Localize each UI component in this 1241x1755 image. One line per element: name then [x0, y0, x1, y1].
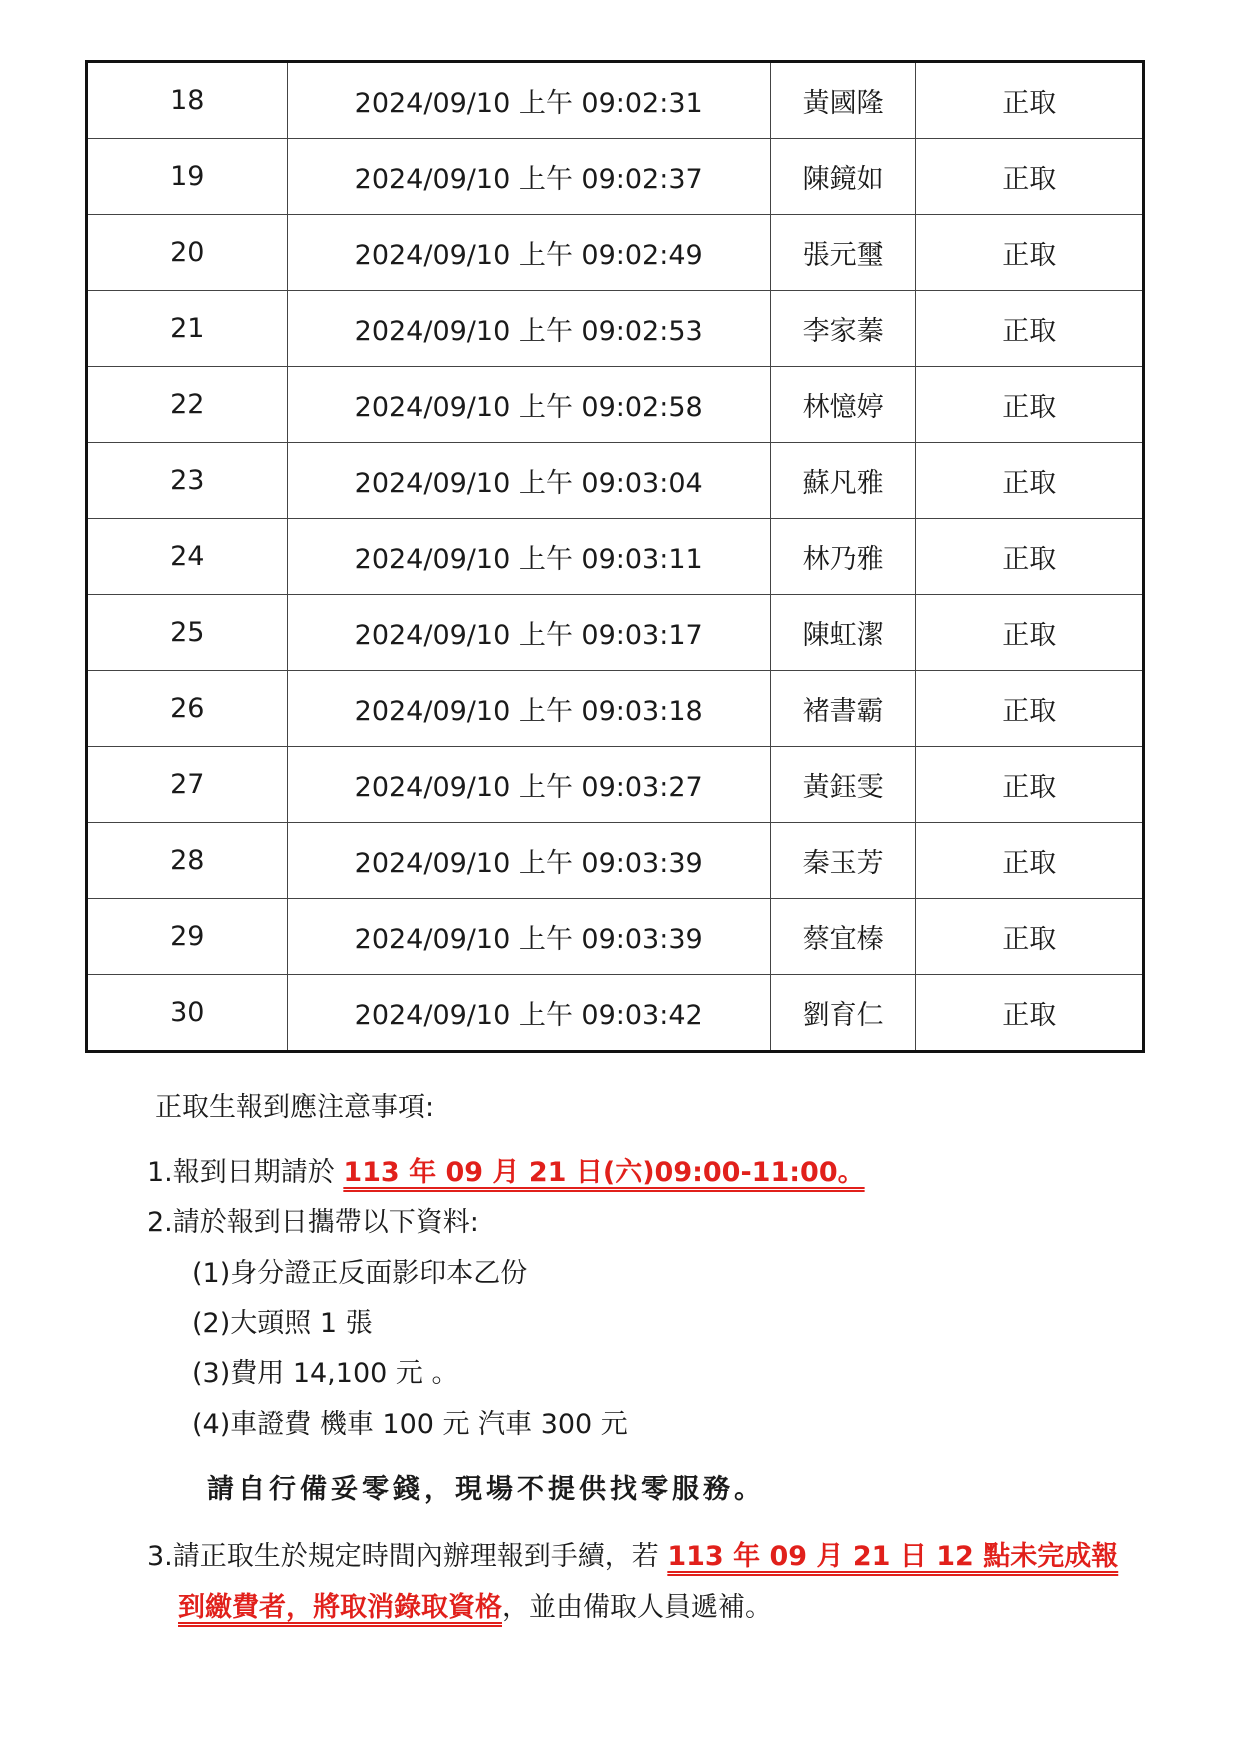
row-number-cell: 20 — [87, 215, 288, 291]
timestamp-cell: 2024/09/10 上午 09:03:18 — [287, 671, 770, 747]
table-row — [87, 215, 1144, 291]
status-cell: 正取 — [916, 291, 1144, 367]
note-item-3-text: 3.請正取生於規定時間內辦理報到手續，若 — [147, 1541, 668, 1572]
name-cell: 蔡宜榛 — [770, 899, 916, 975]
status-cell: 正取 — [916, 823, 1144, 899]
note-item-1 — [147, 1150, 865, 1189]
row-number-cell: 29 — [87, 899, 288, 975]
table-row — [87, 519, 1144, 595]
table-row — [87, 139, 1144, 215]
note-item-3-deadline: 113 年 09 月 21 日 12 點未完成報 — [667, 1541, 1119, 1572]
timestamp-cell: 2024/09/10 上午 09:03:39 — [287, 899, 770, 975]
name-cell: 劉育仁 — [770, 975, 916, 1052]
table-row — [87, 62, 1144, 139]
table-row — [87, 975, 1144, 1052]
change-notice: 請自行備妥零錢，現場不提供找零服務。 — [207, 1474, 765, 1505]
name-cell: 黃鈺雯 — [770, 747, 916, 823]
timestamp-cell: 2024/09/10 上午 09:02:58 — [287, 367, 770, 443]
timestamp-cell: 2024/09/10 上午 09:03:42 — [287, 975, 770, 1052]
name-cell: 李家蓁 — [770, 291, 916, 367]
row-number-cell: 19 — [87, 139, 288, 215]
name-cell: 黃國隆 — [770, 62, 916, 139]
timestamp-cell: 2024/09/10 上午 09:03:17 — [287, 595, 770, 671]
table-row — [87, 899, 1144, 975]
note-item-2: 2.請於報到日攜帶以下資料: — [147, 1207, 479, 1238]
timestamp-cell: 2024/09/10 上午 09:02:53 — [287, 291, 770, 367]
timestamp-cell: 2024/09/10 上午 09:03:27 — [287, 747, 770, 823]
name-cell: 張元璽 — [770, 215, 916, 291]
timestamp-cell: 2024/09/10 上午 09:02:49 — [287, 215, 770, 291]
name-cell: 秦玉芳 — [770, 823, 916, 899]
table-row — [87, 595, 1144, 671]
timestamp-cell: 2024/09/10 上午 09:02:37 — [287, 139, 770, 215]
row-number-cell: 18 — [87, 62, 288, 139]
row-number-cell: 26 — [87, 671, 288, 747]
status-cell: 正取 — [916, 975, 1144, 1052]
note-sub-item-1: (1)身分證正反面影印本乙份 — [192, 1258, 528, 1289]
name-cell: 林憶婷 — [770, 367, 916, 443]
row-number-cell: 25 — [87, 595, 288, 671]
table-row — [87, 747, 1144, 823]
table-row — [87, 671, 1144, 747]
row-number-cell: 24 — [87, 519, 288, 595]
table-row — [87, 443, 1144, 519]
admission-table-body — [87, 62, 1144, 1052]
name-cell: 陳鏡如 — [770, 139, 916, 215]
admission-table — [85, 60, 1145, 1053]
table-row — [87, 823, 1144, 899]
note-sub-item-4: (4)車證費 機車 100 元 汽車 300 元 — [192, 1409, 628, 1440]
status-cell: 正取 — [916, 62, 1144, 139]
status-cell: 正取 — [916, 595, 1144, 671]
row-number-cell: 23 — [87, 443, 288, 519]
status-cell: 正取 — [916, 139, 1144, 215]
table-row — [87, 291, 1144, 367]
timestamp-cell: 2024/09/10 上午 09:03:39 — [287, 823, 770, 899]
name-cell: 蘇凡雅 — [770, 443, 916, 519]
note-item-3-continued — [178, 1585, 772, 1624]
status-cell: 正取 — [916, 519, 1144, 595]
timestamp-cell: 2024/09/10 上午 09:03:04 — [287, 443, 770, 519]
name-cell: 褚書霸 — [770, 671, 916, 747]
note-item-3-penalty: 到繳費者，將取消錄取資格 — [178, 1592, 502, 1623]
notes-heading: 正取生報到應注意事項: — [155, 1092, 435, 1123]
name-cell: 林乃雅 — [770, 519, 916, 595]
status-cell: 正取 — [916, 367, 1144, 443]
row-number-cell: 30 — [87, 975, 288, 1052]
note-item-1-date: 113 年 09 月 21 日(六)09:00-11:00。 — [343, 1157, 865, 1188]
note-item-3-suffix: ，並由備取人員遞補。 — [502, 1592, 772, 1623]
status-cell: 正取 — [916, 747, 1144, 823]
row-number-cell: 22 — [87, 367, 288, 443]
status-cell: 正取 — [916, 899, 1144, 975]
table-row — [87, 367, 1144, 443]
name-cell: 陳虹潔 — [770, 595, 916, 671]
timestamp-cell: 2024/09/10 上午 09:03:11 — [287, 519, 770, 595]
row-number-cell: 28 — [87, 823, 288, 899]
note-item-3 — [147, 1534, 1118, 1573]
note-sub-item-2: (2)大頭照 1 張 — [192, 1308, 373, 1339]
row-number-cell: 27 — [87, 747, 288, 823]
row-number-cell: 21 — [87, 291, 288, 367]
note-sub-item-3: (3)費用 14,100 元 。 — [192, 1358, 459, 1389]
status-cell: 正取 — [916, 443, 1144, 519]
note-item-1-text: 1.報到日期請於 — [147, 1157, 344, 1188]
timestamp-cell: 2024/09/10 上午 09:02:31 — [287, 62, 770, 139]
status-cell: 正取 — [916, 215, 1144, 291]
status-cell: 正取 — [916, 671, 1144, 747]
